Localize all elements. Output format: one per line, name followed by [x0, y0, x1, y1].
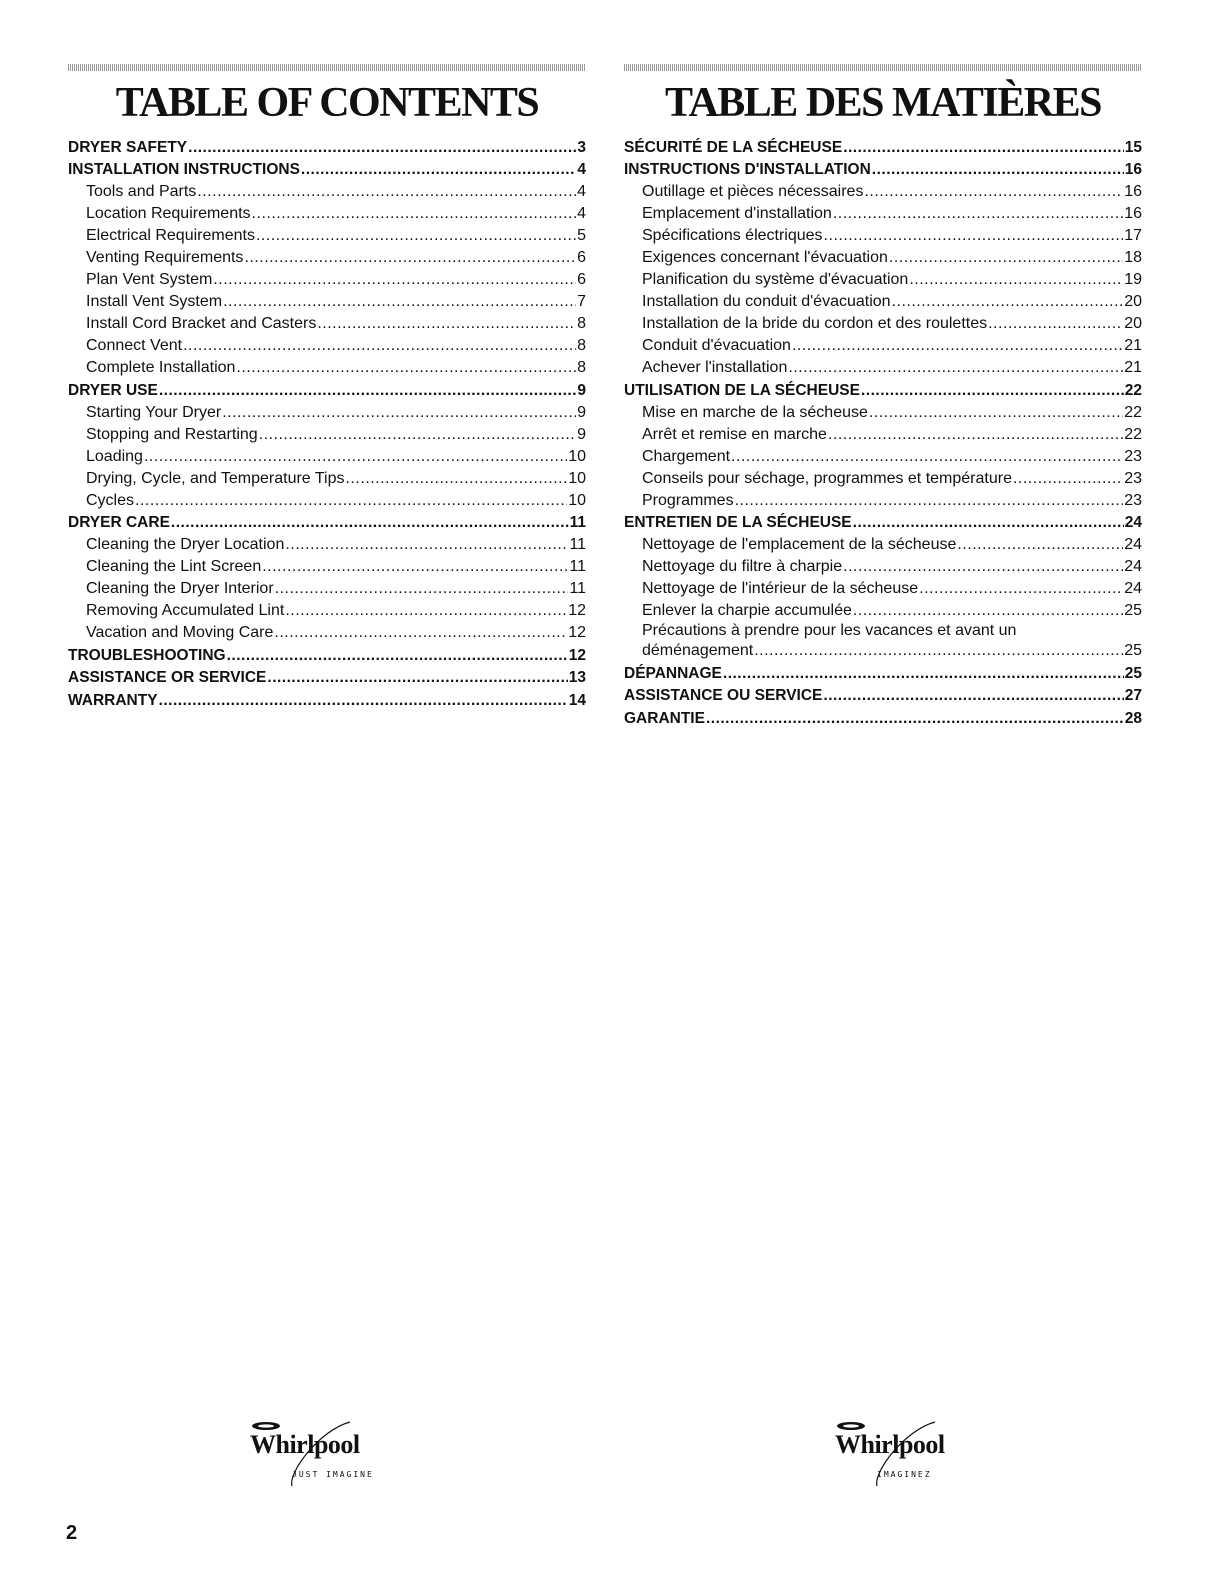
toc-entry-label: Location Requirements [86, 205, 251, 223]
toc-entry-label-continued: déménagement [642, 642, 754, 660]
toc-entry-label: Nettoyage du filtre à charpie [642, 558, 843, 576]
dot-leader [144, 447, 567, 467]
toc-entry[interactable] [68, 621, 586, 643]
toc-entry[interactable] [68, 423, 586, 445]
toc-entry[interactable] [624, 334, 1142, 356]
toc-entry[interactable] [624, 445, 1142, 467]
toc-entry[interactable] [624, 135, 1142, 158]
toc-entry[interactable] [624, 555, 1142, 577]
toc-entry-page: 23 [1124, 469, 1142, 487]
toc-entry[interactable] [68, 378, 586, 401]
dot-leader [872, 160, 1124, 180]
toc-entry-label: Installation du conduit d'évacuation [642, 293, 891, 311]
toc-entry-label: DRYER CARE [68, 514, 170, 532]
toc-entry-page: 23 [1124, 491, 1142, 509]
toc-entry[interactable] [624, 684, 1142, 707]
dot-leader [919, 579, 1123, 599]
toc-entry-page: 20 [1124, 293, 1142, 311]
toc-entry[interactable] [68, 246, 586, 268]
whirlpool-logo-english [230, 1412, 390, 1492]
toc-entry[interactable] [624, 706, 1142, 729]
toc-entry-page: 22 [1124, 425, 1142, 443]
toc-entry-page: 9 [577, 425, 586, 443]
dot-leader [889, 248, 1123, 268]
toc-entry[interactable] [624, 290, 1142, 312]
toc-entry[interactable] [68, 666, 586, 689]
dot-leader [188, 138, 576, 158]
dot-leader [788, 358, 1123, 378]
toc-entry[interactable] [624, 533, 1142, 555]
toc-entry[interactable] [68, 356, 586, 378]
dot-leader [843, 557, 1123, 577]
toc-entry-label: Achever l'installation [642, 359, 788, 377]
dot-leader [285, 601, 567, 621]
title-rule [68, 64, 586, 71]
toc-entry-label: Conduit d'évacuation [642, 337, 791, 355]
toc-entry[interactable] [68, 158, 586, 181]
toc-entry-page: 19 [1124, 271, 1142, 289]
toc-entry-label: Chargement [642, 447, 731, 465]
toc-entry-page: 22 [1124, 381, 1142, 399]
toc-entry[interactable] [624, 268, 1142, 290]
toc-entry-label: Complete Installation [86, 359, 236, 377]
toc-entry-page: 28 [1124, 709, 1142, 727]
toc-entry-page: 11 [569, 514, 586, 532]
toc-entry[interactable] [68, 688, 586, 711]
toc-entry-page: 6 [577, 249, 586, 267]
dot-leader [1013, 469, 1123, 489]
toc-entry[interactable] [68, 577, 586, 599]
dot-leader [222, 403, 576, 423]
dot-leader [236, 358, 576, 378]
toc-entry-label: Connect Vent [86, 337, 183, 355]
toc-entry-label: Cleaning the Lint Screen [86, 558, 262, 576]
toc-title-french: TABLE DES MATIÈRES [665, 80, 1101, 126]
toc-entry-page: 5 [577, 227, 586, 245]
toc-entry-page: 12 [568, 624, 586, 642]
toc-entry[interactable] [68, 401, 586, 423]
dot-leader [274, 623, 567, 643]
dot-leader [183, 336, 576, 356]
dot-leader [853, 601, 1123, 621]
toc-entry-page: 20 [1124, 315, 1142, 333]
toc-entry-page: 14 [568, 691, 586, 709]
dot-leader [861, 381, 1124, 401]
dot-leader [267, 668, 567, 688]
logo-tagline: IMAGINEZ [877, 1470, 932, 1479]
toc-entry-label: TROUBLESHOOTING [68, 646, 226, 664]
toc-entry-page: 13 [568, 669, 586, 687]
toc-entry-label: Cleaning the Dryer Location [86, 536, 285, 554]
toc-entry-label: Arrêt et remise en marche [642, 425, 827, 443]
toc-entry[interactable] [68, 511, 586, 534]
toc-entry-label: INSTRUCTIONS D'INSTALLATION [624, 161, 871, 179]
toc-entry-label: Starting Your Dryer [86, 403, 222, 421]
toc-entry[interactable] [68, 599, 586, 621]
toc-entry-label: UTILISATION DE LA SÉCHEUSE [624, 381, 860, 399]
toc-entry-page: 21 [1124, 359, 1142, 377]
toc-entry-label: Cycles [86, 491, 135, 509]
dot-leader [244, 248, 576, 268]
toc-entry-page: 4 [577, 183, 586, 201]
logo-tagline: JUST IMAGINE [292, 1470, 374, 1479]
toc-entry-label: DRYER SAFETY [68, 138, 188, 156]
dot-leader [823, 686, 1123, 706]
toc-entry[interactable] [624, 202, 1142, 224]
whirlpool-logo-french [815, 1412, 975, 1492]
toc-entry-page: 11 [569, 558, 586, 576]
toc-entry-page: 24 [1124, 514, 1142, 532]
toc-entry[interactable] [68, 489, 586, 511]
toc-entry-page: 15 [1124, 138, 1142, 156]
toc-entry-label: Venting Requirements [86, 249, 244, 267]
toc-entry-page: 23 [1124, 447, 1142, 465]
toc-entry[interactable] [68, 467, 586, 489]
toc-entry-label: DRYER USE [68, 381, 158, 399]
toc-entry-page: 21 [1124, 337, 1142, 355]
toc-entry[interactable] [68, 202, 586, 224]
toc-entry-label: Emplacement d'installation [642, 205, 832, 223]
toc-entry-page: 8 [577, 315, 586, 333]
toc-entry-label: Vacation and Moving Care [86, 624, 274, 642]
toc-entry-label: Stopping and Restarting [86, 425, 258, 443]
dot-leader [828, 425, 1123, 445]
toc-entry-page: 11 [569, 536, 586, 554]
toc-entry-page: 3 [577, 138, 586, 156]
toc-entry-label: WARRANTY [68, 691, 158, 709]
toc-entry-page: 6 [577, 271, 586, 289]
dot-leader [723, 664, 1124, 684]
dot-leader [197, 182, 576, 202]
toc-entry-page: 24 [1124, 580, 1142, 598]
dot-leader [853, 513, 1124, 533]
toc-entry-label: Install Vent System [86, 293, 223, 311]
dot-leader [824, 226, 1124, 246]
toc-entry-page: 18 [1124, 249, 1142, 267]
dot-leader [869, 403, 1123, 423]
toc-entry-page: 16 [1124, 183, 1142, 201]
dot-leader [259, 425, 576, 445]
toc-entry-page: 4 [577, 161, 586, 179]
toc-entry[interactable] [68, 180, 586, 202]
toc-entry-page: 7 [577, 293, 586, 311]
toc-entry[interactable] [68, 224, 586, 246]
toc-entry-label: Mise en marche de la sécheuse [642, 403, 868, 421]
toc-entry[interactable] [624, 423, 1142, 445]
toc-entry-label: Nettoyage de l'intérieur de la sécheuse [642, 580, 919, 598]
toc-entry[interactable] [624, 356, 1142, 378]
dot-leader [754, 641, 1123, 661]
logo-wordmark: Whirlpool [250, 1430, 360, 1459]
toc-entry[interactable] [68, 290, 586, 312]
toc-entry[interactable] [624, 158, 1142, 181]
toc-entry[interactable] [68, 533, 586, 555]
toc-entry-page: 10 [568, 469, 586, 487]
dot-leader [909, 270, 1123, 290]
page-number: 2 [66, 1522, 78, 1544]
toc-entry-label: Nettoyage de l'emplacement de la sécheuse [642, 536, 957, 554]
toc-entry[interactable] [68, 643, 586, 666]
toc-entry-label: INSTALLATION INSTRUCTIONS [68, 161, 300, 179]
toc-entry[interactable] [68, 555, 586, 577]
toc-entry-page: 16 [1124, 205, 1142, 223]
toc-entry-page: 27 [1124, 687, 1142, 705]
toc-entry[interactable] [68, 312, 586, 334]
toc-entry-label: ENTRETIEN DE LA SÉCHEUSE [624, 514, 852, 532]
dot-leader [301, 160, 576, 180]
dot-leader [252, 204, 577, 224]
dot-leader [988, 314, 1123, 334]
dot-leader [731, 447, 1123, 467]
toc-entry-label: ASSISTANCE OU SERVICE [624, 687, 823, 705]
dot-leader [957, 535, 1123, 555]
toc-entry-page: 9 [577, 381, 586, 399]
toc-entry-label: SÉCURITÉ DE LA SÉCHEUSE [624, 138, 843, 156]
toc-entry[interactable] [624, 661, 1142, 684]
dot-leader [843, 138, 1124, 158]
dot-leader [159, 691, 568, 711]
toc-entry-label: Electrical Requirements [86, 227, 255, 245]
toc-list-english [68, 135, 586, 711]
toc-title-english: TABLE OF CONTENTS [115, 80, 539, 126]
dot-leader [892, 292, 1124, 312]
dot-leader [256, 226, 576, 246]
dot-leader [159, 381, 577, 401]
toc-entry-label: Spécifications électriques [642, 227, 823, 245]
english-toc-column [68, 64, 586, 711]
toc-entry-page: 10 [568, 491, 586, 509]
toc-entry-label: Outillage et pièces nécessaires [642, 183, 864, 201]
toc-entry[interactable] [68, 268, 586, 290]
toc-entry-page: 8 [577, 359, 586, 377]
dot-leader [792, 336, 1123, 356]
toc-entry-label: Drying, Cycle, and Temperature Tips [86, 469, 345, 487]
toc-entry-label: Précautions à prendre pour les vacances et avant un [642, 622, 1017, 640]
toc-entry-page: 4 [577, 205, 586, 223]
dot-leader [735, 491, 1124, 511]
toc-entry-label: GARANTIE [624, 709, 705, 727]
toc-entry[interactable] [68, 135, 586, 158]
toc-entry[interactable] [68, 334, 586, 356]
dot-leader [135, 491, 567, 511]
toc-entry-page: 10 [568, 447, 586, 465]
toc-entry-label: Planification du système d'évacuation [642, 271, 909, 289]
toc-entry-page: 25 [1124, 642, 1142, 660]
dot-leader [262, 557, 568, 577]
dot-leader [706, 709, 1124, 729]
toc-entry[interactable] [624, 577, 1142, 599]
logo-wordmark: Whirlpool [835, 1430, 945, 1459]
toc-entry-page: 24 [1124, 558, 1142, 576]
toc-entry-page: 9 [577, 403, 586, 421]
dot-leader [223, 292, 576, 312]
toc-entry-label: Plan Vent System [86, 271, 213, 289]
toc-entry[interactable] [624, 378, 1142, 401]
toc-entry[interactable] [624, 511, 1142, 534]
toc-entry-page: 12 [568, 602, 586, 620]
toc-entry[interactable] [68, 445, 586, 467]
toc-entry-page: 11 [569, 580, 586, 598]
toc-entry-label: ASSISTANCE OR SERVICE [68, 669, 267, 687]
dot-leader [833, 204, 1123, 224]
toc-entry-page: 16 [1124, 161, 1142, 179]
dot-leader [171, 513, 569, 533]
toc-entry[interactable] [624, 621, 1142, 661]
toc-entry-page: 24 [1124, 536, 1142, 554]
toc-entry[interactable] [624, 224, 1142, 246]
toc-entry-label: Programmes [642, 491, 734, 509]
dot-leader [227, 646, 568, 666]
toc-entry-page: 17 [1124, 227, 1142, 245]
toc-entry-page: 25 [1124, 664, 1142, 682]
dot-leader [864, 182, 1123, 202]
toc-entry[interactable] [624, 489, 1142, 511]
toc-entry-label: Conseils pour séchage, programmes et température [642, 469, 1012, 487]
dot-leader [345, 469, 567, 489]
toc-entry-page: 22 [1124, 403, 1142, 421]
toc-entry[interactable] [624, 599, 1142, 621]
toc-entry-page: 8 [577, 337, 586, 355]
toc-entry-label: Installation de la bride du cordon et des roulettes [642, 315, 988, 333]
toc-entry[interactable] [624, 312, 1142, 334]
toc-entry-label: Cleaning the Dryer Interior [86, 580, 274, 598]
toc-list-french [624, 135, 1142, 729]
toc-entry[interactable] [624, 401, 1142, 423]
french-toc-column [624, 64, 1142, 729]
dot-leader [275, 579, 569, 599]
toc-entry-label: Install Cord Bracket and Casters [86, 315, 317, 333]
toc-entry-page: 12 [568, 646, 586, 664]
toc-entry-label: Tools and Parts [86, 183, 197, 201]
toc-entry-label: Removing Accumulated Lint [86, 602, 285, 620]
toc-entry[interactable] [624, 180, 1142, 202]
toc-entry-page: 25 [1124, 602, 1142, 620]
dot-leader [213, 270, 576, 290]
dot-leader [317, 314, 576, 334]
toc-entry-label: Enlever la charpie accumulée [642, 602, 852, 620]
toc-entry[interactable] [624, 467, 1142, 489]
toc-entry-label: DÉPANNAGE [624, 664, 722, 682]
title-rule [624, 64, 1142, 71]
toc-entry-label: Loading [86, 447, 143, 465]
dot-leader [285, 535, 568, 555]
toc-entry[interactable] [624, 246, 1142, 268]
toc-entry-label: Exigences concernant l'évacuation [642, 249, 888, 267]
